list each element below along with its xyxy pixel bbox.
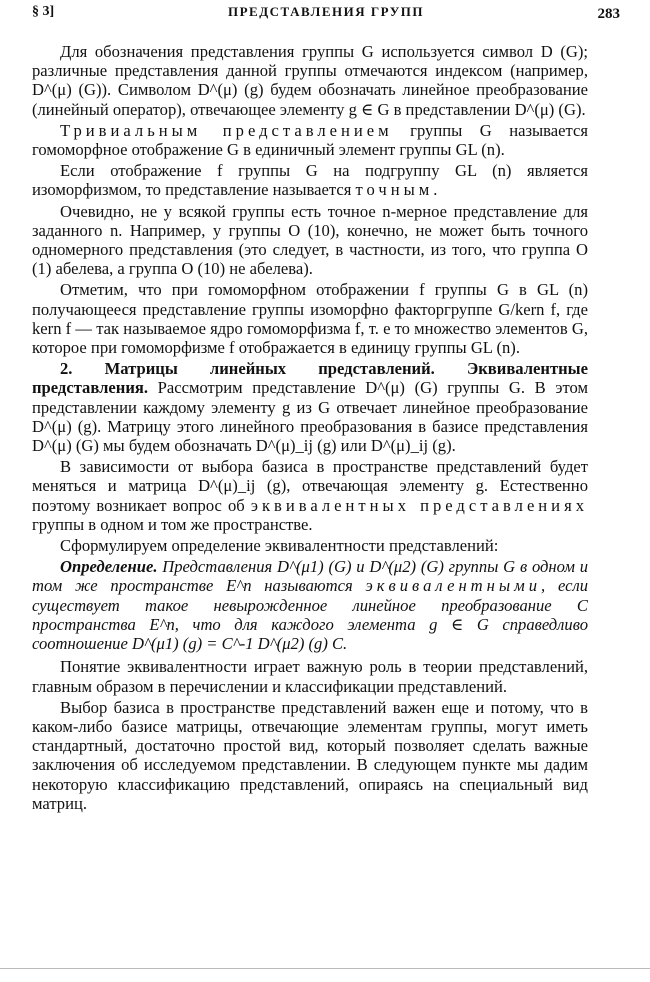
definition xyxy=(32,557,588,653)
term-equivalent-representations: эквивалентных представлениях xyxy=(250,495,588,515)
paragraph-3-start: Если отображение f группы G на подгруппу GL (n) является изоморфизмом, то представление называется xyxy=(32,161,588,200)
paragraph-7-start: В зависимости от выбора базиса в пространстве представлений будет меняться и матрица D^(μ)_ij (g), отвечающая элементу g. Естественно поэтому возникает вопрос об xyxy=(32,457,588,515)
paragraph-2 xyxy=(32,121,588,159)
term-equivalent: эквивалентными xyxy=(365,576,542,596)
section-marker: § 3] xyxy=(32,4,55,19)
paragraph-9: Понятие эквивалентности играет важную роль в теории представлений, главным образом в перечислении и классификации представлений. xyxy=(32,657,588,696)
subsection-title: 2. Матрицы линейных представлений. Эквивалентные представления. xyxy=(32,359,588,398)
page-body xyxy=(32,42,588,815)
bottom-rule xyxy=(0,968,650,969)
paragraph-10: Выбор базиса в пространстве представлений важен еще и потому, что в каком-либо базисе матрицы, отвечающие элементам группы, могут иметь стандартный, достаточно простой вид, который позволяет сделать важные заключения об исследуемом представлении. В следующем пункте мы дадим некоторую классификацию представлений, опираясь на специальный вид матриц. xyxy=(32,697,588,813)
paragraph-8: Сформулируем определение эквивалентности представлений: xyxy=(60,536,499,556)
paragraph-6-text: Рассмотрим представление D^(μ) (G) группы G. В этом представлении каждому элементу g из G отвечает линейное преобразование D^(μ) (g). Матрицу этого линейного преобразования в базисе представления D^(μ) (G) мы будем обозначать D^(μ)_ij (g) или D^(μ)_ij (g). xyxy=(32,378,588,456)
paragraph-6 xyxy=(32,359,588,455)
definition-text-1: Представления D^(μ1) (G) и D^(μ2) (G) группы G в одном и том же пространстве E^n называются xyxy=(32,557,588,596)
term-trivial-representation: Тривиальным представлением xyxy=(60,120,393,140)
paragraph-2-text: группы G называется гомоморфное отображение G в единичный элемент группы GL (n). xyxy=(32,120,588,160)
paragraph-1: Для обозначения представления группы G используется символ D (G); различные представления данной группы отмечаются индексом (например, D^(μ) (G)). Символом D^(μ) (g) будем обозначать линейное преобразование (линейный оператор), отвечающее элементу g ∈ G в представлении D^(μ) (G). xyxy=(32,42,588,119)
page-header xyxy=(32,4,620,26)
paragraph-7 xyxy=(32,457,588,534)
paragraph-5: Отметим, что при гомоморфном отображении f группы G в GL (n) получающееся представление группы изоморфно факторгруппе G/kern f, где kern f — так называемое ядро гомоморфизма f, т. е то множество элементов G, которое при гомоморфизме f отображается в единицу группы GL (n). xyxy=(32,280,588,358)
definition-text-2: , если существует такое невырожденное линейное преобразование C пространства E^n, что для каждого элемента g ∈ G справедливо соотношение D^(μ1) (g) = C^-1 D^(μ2) (g) C. xyxy=(32,576,588,654)
paragraph-4: Очевидно, не у всякой группы есть точное n-мерное представление для заданного n. Например, у группы O (10), конечно, не может быть точного одномерного представления (это следует, в частности, из того, что группа O (1) абелева, а группа O (10) не абелева). xyxy=(32,201,588,279)
definition-label: Определение. xyxy=(60,557,158,577)
term-faithful: точным xyxy=(355,180,434,200)
paragraph-3-end: . xyxy=(433,180,438,200)
paragraph-7-end: группы в одном и том же пространстве. xyxy=(32,514,313,534)
running-title: ПРЕДСТАВЛЕНИЯ ГРУПП xyxy=(227,4,424,19)
page-number: 283 xyxy=(597,6,620,22)
paragraph-3 xyxy=(32,161,588,199)
